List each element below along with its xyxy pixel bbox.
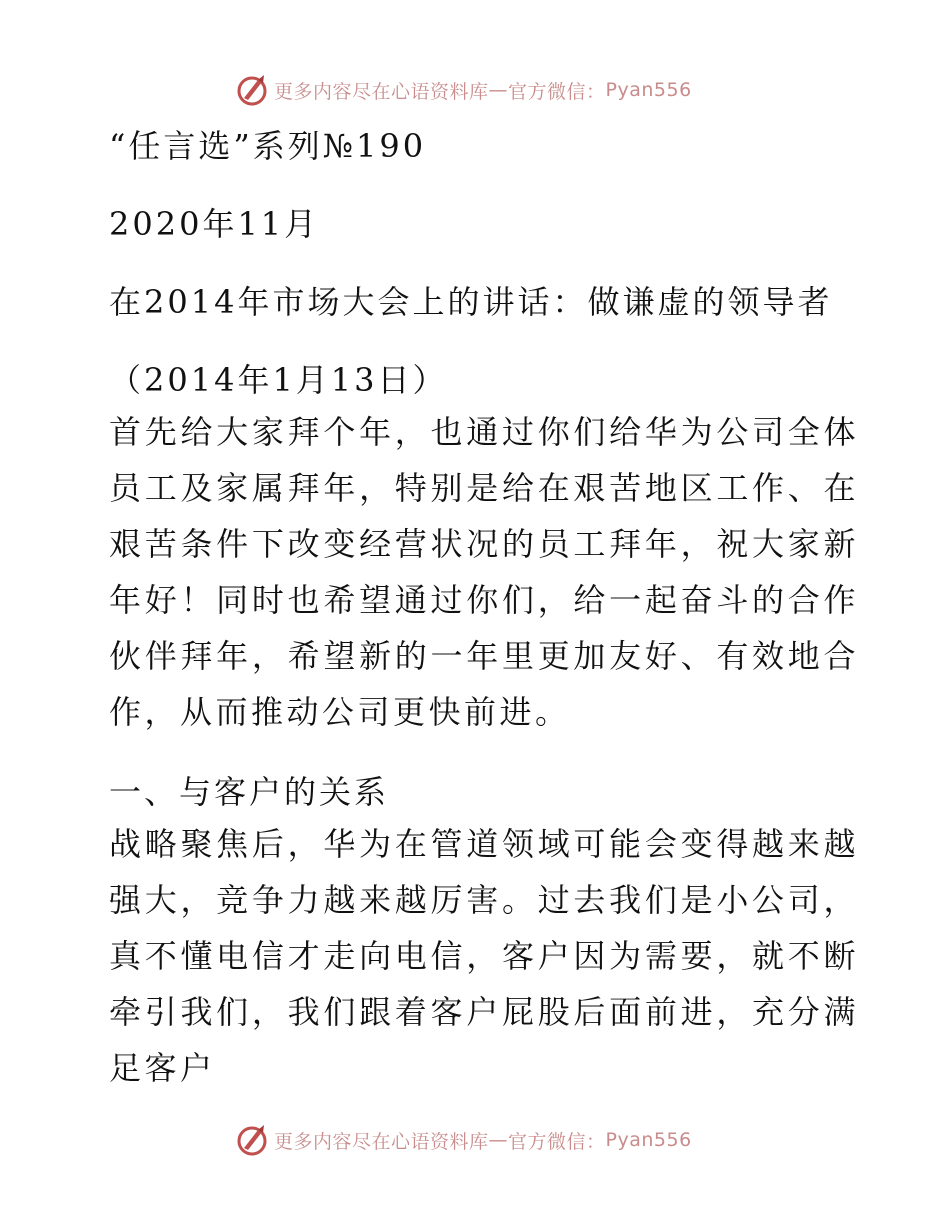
speech-title: 在2014年市场大会上的讲话：做谦虚的领导者 (109, 283, 833, 321)
section-heading-customer-relations: 一、与客户的关系 (109, 773, 390, 811)
watermark-account: Pyan556 (605, 79, 692, 101)
paragraph-greeting: 首先给大家拜个年，也通过你们给华为公司全体员工及家属拜年，特别是给在艰苦地区工作、在艰苦条件下改变经营状况的员工拜年，祝大家新年好！同时也希望通过你们，给一起奋斗的合作伙伴拜年，希望新的一年里更加友好、有效地合作，从而推动公司更快前进。 (109, 413, 859, 731)
speech-date: （2014年1月13日） (109, 361, 448, 399)
watermark-official-label: 官方微信： (508, 1130, 606, 1153)
watermark-main-text: 更多内容尽在心语资料库 (274, 1130, 489, 1153)
quill-pen-logo-icon (234, 1122, 270, 1158)
watermark-account: Pyan556 (605, 1129, 692, 1151)
document-date: 2020年11月 (109, 205, 320, 243)
quill-pen-logo-icon (234, 72, 270, 108)
document-body (99, 122, 859, 1096)
watermark-separator: — (488, 1129, 509, 1151)
watermark-separator: — (488, 79, 509, 101)
header-watermark (234, 72, 692, 108)
watermark-official-label: 官方微信： (508, 80, 606, 103)
footer-watermark (234, 1122, 692, 1158)
paragraph-customer-relations: 战略聚焦后，华为在管道领域可能会变得越来越强大，竞争力越来越厉害。过去我们是小公司，真不懂电信才走向电信，客户因为需要，就不断牵引我们，我们跟着客户屁股后面前进，充分满足客户 (109, 825, 859, 1087)
series-label: “任言选”系列№190 (109, 127, 427, 165)
watermark-main-text: 更多内容尽在心语资料库 (274, 80, 489, 103)
